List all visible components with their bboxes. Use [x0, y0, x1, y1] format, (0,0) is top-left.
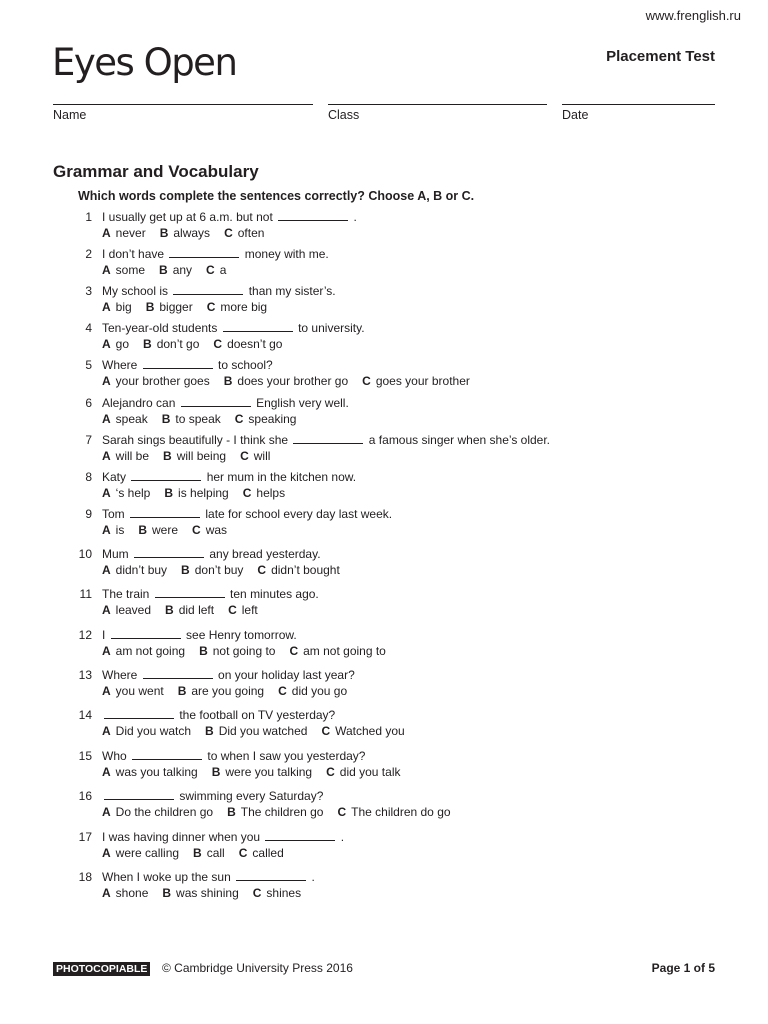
- question-item: [76, 628, 400, 659]
- option-text: a: [219, 263, 227, 277]
- option-letter: B: [211, 765, 221, 779]
- answer-option[interactable]: [102, 603, 151, 617]
- option-text: Did you watch: [115, 724, 192, 738]
- answer-option[interactable]: [227, 805, 323, 819]
- question-number: 13: [78, 668, 92, 682]
- option-text: doesn’t go: [227, 337, 283, 351]
- answer-option[interactable]: [321, 724, 404, 738]
- question-text-before: Sarah sings beautifully - I think she: [102, 433, 289, 447]
- option-text: any: [172, 263, 193, 277]
- option-letter: C: [289, 644, 299, 658]
- question-item: [76, 284, 336, 315]
- question-number: 17: [78, 830, 92, 844]
- option-letter: B: [164, 486, 174, 500]
- option-letter: A: [102, 805, 111, 819]
- answer-option[interactable]: [326, 765, 400, 779]
- question-text-before: Where: [102, 668, 138, 682]
- question-number: 6: [85, 396, 92, 410]
- answer-blank[interactable]: [223, 321, 293, 332]
- answer-option[interactable]: [102, 486, 150, 500]
- question-item: [76, 507, 392, 538]
- question-text-after: money with me.: [244, 247, 329, 261]
- option-letter: A: [102, 644, 111, 658]
- option-letter: C: [252, 886, 262, 900]
- option-text: shines: [266, 886, 302, 900]
- option-letter: A: [102, 765, 111, 779]
- answer-option[interactable]: [213, 337, 282, 351]
- question-text-before: Who: [102, 749, 127, 763]
- question-text-after: see Henry tomorrow.: [186, 628, 297, 642]
- option-letter: B: [181, 563, 190, 577]
- answer-option[interactable]: [206, 263, 226, 277]
- copyright: © Cambridge University Press 2016: [162, 961, 353, 975]
- option-letter: C: [206, 263, 215, 277]
- answer-blank[interactable]: [132, 749, 202, 760]
- answer-blank[interactable]: [155, 587, 225, 598]
- answer-blank[interactable]: [143, 668, 213, 679]
- option-text: didn’t bought: [271, 563, 340, 577]
- question-item: [76, 210, 357, 241]
- option-letter: A: [102, 563, 111, 577]
- answer-option[interactable]: [162, 886, 238, 900]
- answer-blank[interactable]: [104, 789, 174, 800]
- option-letter: A: [102, 337, 111, 351]
- answer-option[interactable]: [102, 226, 146, 240]
- option-text: Watched you: [335, 724, 405, 738]
- test-title: Placement Test: [606, 48, 715, 65]
- question-text-before: I don’t have: [102, 247, 165, 261]
- option-text: leaved: [115, 603, 152, 617]
- option-text: call: [206, 846, 225, 860]
- option-letter: B: [159, 226, 169, 240]
- question-text-before: Ten-year-old students: [102, 321, 218, 335]
- option-text: are you going: [191, 684, 265, 698]
- option-text: did you go: [291, 684, 348, 698]
- answer-option[interactable]: [337, 805, 450, 819]
- answer-option[interactable]: [165, 603, 214, 617]
- option-text: Do the children go: [115, 805, 214, 819]
- question-text-after: .: [311, 870, 315, 884]
- date-field[interactable]: [562, 104, 715, 122]
- question-number: 14: [78, 708, 92, 722]
- option-letter: C: [321, 724, 331, 738]
- question-text-before: My school is: [102, 284, 169, 298]
- answer-option[interactable]: [257, 563, 339, 577]
- answer-option[interactable]: [192, 523, 227, 537]
- date-label: Date: [562, 108, 589, 122]
- option-letter: C: [278, 684, 287, 698]
- question-number: 9: [85, 507, 92, 521]
- answer-option[interactable]: [289, 644, 385, 658]
- section-title: Grammar and Vocabulary: [53, 162, 259, 181]
- option-text: speak: [115, 412, 148, 426]
- answer-option[interactable]: [228, 603, 258, 617]
- question-text-before: I: [102, 628, 106, 642]
- answer-option[interactable]: [102, 374, 210, 388]
- option-text: your brother goes: [115, 374, 210, 388]
- answer-option[interactable]: [193, 846, 225, 860]
- option-letter: C: [337, 805, 347, 819]
- answer-blank[interactable]: [134, 547, 204, 558]
- question-number: 18: [78, 870, 92, 884]
- question-item: [76, 789, 465, 820]
- answer-option[interactable]: [163, 449, 226, 463]
- option-text: am not going to: [303, 644, 386, 658]
- question-item: [76, 547, 354, 578]
- question-number: 10: [78, 547, 92, 561]
- question-item: [76, 708, 419, 739]
- option-text: never: [115, 226, 146, 240]
- question-text-before: Alejandro can: [102, 396, 176, 410]
- option-letter: B: [193, 846, 202, 860]
- question-text-after: the football on TV yesterday?: [179, 708, 336, 722]
- question-text-before: I usually get up at 6 a.m. but not: [102, 210, 273, 224]
- question-number: 5: [85, 358, 92, 372]
- answer-blank[interactable]: [111, 628, 181, 639]
- answer-option[interactable]: [235, 412, 297, 426]
- question-item: [76, 433, 550, 464]
- answer-blank[interactable]: [173, 284, 243, 295]
- answer-option[interactable]: [159, 263, 192, 277]
- answer-option[interactable]: [102, 263, 145, 277]
- site-url: www.frenglish.ru: [645, 8, 741, 23]
- option-text: am not going: [115, 644, 186, 658]
- option-text: will: [253, 449, 271, 463]
- option-letter: C: [362, 374, 371, 388]
- option-letter: B: [199, 644, 208, 658]
- question-item: [76, 470, 356, 501]
- name-label: Name: [53, 108, 87, 122]
- answer-option[interactable]: [212, 765, 312, 779]
- question-text-before: Katy: [102, 470, 127, 484]
- question-text-before: Mum: [102, 547, 129, 561]
- option-text: will being: [176, 449, 227, 463]
- option-letter: A: [102, 226, 111, 240]
- answer-option[interactable]: [102, 523, 124, 537]
- option-letter: B: [223, 374, 233, 388]
- question-item: [76, 396, 349, 427]
- option-text: not going to: [212, 644, 276, 658]
- answer-option[interactable]: [138, 523, 178, 537]
- option-letter: C: [238, 846, 248, 860]
- option-text: left: [241, 603, 258, 617]
- option-text: is helping: [178, 486, 229, 500]
- answer-option[interactable]: [181, 563, 243, 577]
- question-text-after: to when I saw you yesterday?: [207, 749, 366, 763]
- question-text-after: .: [340, 830, 345, 844]
- answer-option[interactable]: [143, 337, 199, 351]
- answer-option[interactable]: [362, 374, 470, 388]
- option-letter: C: [192, 523, 201, 537]
- question-number: 8: [85, 470, 92, 484]
- answer-option[interactable]: [240, 449, 270, 463]
- question-text-before: I was having dinner when you: [102, 830, 261, 844]
- answer-option[interactable]: [160, 226, 210, 240]
- option-letter: B: [145, 300, 155, 314]
- answer-blank[interactable]: [265, 830, 335, 841]
- answer-option[interactable]: [102, 412, 148, 426]
- option-letter: A: [102, 263, 111, 277]
- option-letter: B: [165, 603, 174, 617]
- answer-blank[interactable]: [131, 470, 201, 481]
- answer-option[interactable]: [178, 684, 264, 698]
- option-letter: B: [163, 449, 172, 463]
- answer-option[interactable]: [199, 644, 275, 658]
- option-text: did you talk: [339, 765, 401, 779]
- class-field[interactable]: [328, 104, 547, 122]
- option-letter: C: [213, 337, 223, 351]
- answer-option[interactable]: [243, 486, 285, 500]
- option-letter: A: [102, 523, 111, 537]
- option-letter: C: [240, 449, 249, 463]
- option-letter: B: [162, 886, 172, 900]
- option-letter: A: [102, 846, 111, 860]
- question-text-before: The train: [102, 587, 150, 601]
- option-text: were calling: [115, 846, 180, 860]
- option-text: was you talking: [115, 765, 198, 779]
- option-text: The children do go: [351, 805, 451, 819]
- question-text-after: to university.: [298, 321, 365, 335]
- option-text: were you talking: [225, 765, 313, 779]
- answer-option[interactable]: [102, 300, 132, 314]
- option-text: often: [237, 226, 265, 240]
- option-text: was shining: [176, 886, 239, 900]
- answer-option[interactable]: [102, 684, 164, 698]
- answer-option[interactable]: [102, 765, 198, 779]
- option-letter: A: [102, 684, 111, 698]
- answer-option[interactable]: [146, 300, 193, 314]
- question-number: 12: [78, 628, 92, 642]
- question-text-after: a famous singer when she’s older.: [368, 433, 551, 447]
- option-text: called: [252, 846, 284, 860]
- option-text: shone: [115, 886, 149, 900]
- option-letter: C: [326, 765, 335, 779]
- question-text-before: Where: [102, 358, 138, 372]
- answer-blank[interactable]: [104, 708, 174, 719]
- question-text-before: When I woke up the sun: [102, 870, 231, 884]
- option-letter: C: [242, 486, 252, 500]
- question-text-after: than my sister’s.: [248, 284, 336, 298]
- question-text-after: any bread yesterday.: [209, 547, 321, 561]
- class-label: Class: [328, 108, 360, 122]
- question-item: [76, 587, 319, 618]
- option-letter: B: [159, 263, 168, 277]
- question-item: [76, 749, 414, 780]
- option-letter: A: [102, 374, 111, 388]
- option-text: did left: [178, 603, 215, 617]
- answer-option[interactable]: [102, 563, 167, 577]
- answer-option[interactable]: [102, 846, 179, 860]
- question-text-after: .: [353, 210, 357, 224]
- option-letter: A: [102, 412, 111, 426]
- answer-option[interactable]: [162, 412, 221, 426]
- option-letter: A: [102, 300, 111, 314]
- answer-blank[interactable]: [181, 396, 251, 407]
- question-text-after: on your holiday last year?: [218, 668, 355, 682]
- answer-blank[interactable]: [169, 247, 239, 258]
- option-text: go: [115, 337, 130, 351]
- answer-blank[interactable]: [236, 870, 306, 881]
- question-number: 2: [85, 247, 92, 261]
- option-text: goes your brother: [375, 374, 470, 388]
- answer-option[interactable]: [224, 374, 348, 388]
- option-text: ‘s help: [115, 486, 151, 500]
- option-text: you went: [115, 684, 164, 698]
- question-number: 11: [79, 587, 92, 601]
- option-text: don’t buy: [194, 563, 244, 577]
- question-number: 7: [85, 433, 92, 447]
- page-number: Page 1 of 5: [651, 961, 715, 975]
- answer-option[interactable]: [102, 724, 191, 738]
- option-text: to speak: [175, 412, 221, 426]
- question-text-after: to school?: [218, 358, 273, 372]
- question-item: [76, 870, 315, 901]
- option-text: does your brother go: [237, 374, 349, 388]
- option-letter: B: [177, 684, 187, 698]
- option-text: Did you watched: [218, 724, 308, 738]
- option-letter: C: [224, 226, 233, 240]
- option-text: was: [205, 523, 228, 537]
- option-text: were: [152, 523, 179, 537]
- option-text: helps: [256, 486, 286, 500]
- option-letter: A: [102, 449, 111, 463]
- option-text: will be: [115, 449, 150, 463]
- photocopiable-badge: PHOTOCOPIABLE: [53, 962, 150, 976]
- option-letter: C: [234, 412, 244, 426]
- question-item: [76, 668, 361, 699]
- option-text: some: [115, 263, 146, 277]
- answer-option[interactable]: [278, 684, 347, 698]
- option-text: don’t go: [156, 337, 200, 351]
- question-item: [76, 830, 344, 861]
- question-number: 3: [85, 284, 92, 298]
- option-letter: C: [257, 563, 267, 577]
- name-field[interactable]: [53, 104, 313, 122]
- question-text-after: swimming every Saturday?: [179, 789, 324, 803]
- answer-option[interactable]: [253, 886, 301, 900]
- answer-blank[interactable]: [278, 210, 348, 221]
- option-letter: B: [138, 523, 148, 537]
- option-text: didn’t buy: [115, 563, 168, 577]
- option-text: is: [115, 523, 125, 537]
- instruction: Which words complete the sentences correctly? Choose A, B or C.: [78, 189, 475, 203]
- logo: Eyes Open: [52, 41, 237, 84]
- question-text-after: her mum in the kitchen now.: [206, 470, 357, 484]
- question-item: [76, 358, 484, 389]
- question-number: 15: [78, 749, 92, 763]
- option-letter: B: [205, 724, 214, 738]
- option-letter: A: [102, 886, 111, 900]
- question-item: [76, 321, 365, 352]
- option-text: big: [115, 300, 132, 314]
- option-letter: A: [102, 486, 111, 500]
- option-letter: B: [143, 337, 152, 351]
- answer-blank[interactable]: [130, 507, 200, 518]
- answer-option[interactable]: [102, 805, 213, 819]
- question-item: [76, 247, 329, 278]
- answer-option[interactable]: [102, 449, 149, 463]
- answer-option[interactable]: [102, 886, 148, 900]
- option-letter: B: [227, 805, 236, 819]
- answer-option[interactable]: [102, 644, 185, 658]
- option-text: The children go: [240, 805, 324, 819]
- answer-blank[interactable]: [293, 433, 363, 444]
- answer-option[interactable]: [224, 226, 264, 240]
- question-text-after: English very well.: [256, 396, 349, 410]
- answer-option[interactable]: [102, 337, 129, 351]
- option-letter: C: [206, 300, 216, 314]
- option-text: more big: [220, 300, 268, 314]
- answer-blank[interactable]: [143, 358, 213, 369]
- question-text-after: late for school every day last week.: [205, 507, 393, 521]
- option-letter: C: [228, 603, 237, 617]
- option-letter: A: [102, 603, 111, 617]
- question-text-after: ten minutes ago.: [230, 587, 319, 601]
- answer-option[interactable]: [207, 300, 267, 314]
- option-letter: B: [161, 412, 171, 426]
- option-text: speaking: [248, 412, 297, 426]
- question-number: 16: [78, 789, 92, 803]
- question-number: 4: [85, 321, 92, 335]
- question-number: 1: [85, 210, 92, 224]
- answer-option[interactable]: [164, 486, 228, 500]
- option-text: always: [173, 226, 211, 240]
- question-text-before: Tom: [102, 507, 125, 521]
- answer-option[interactable]: [239, 846, 284, 860]
- option-text: bigger: [159, 300, 193, 314]
- option-letter: A: [102, 724, 111, 738]
- answer-option[interactable]: [205, 724, 307, 738]
